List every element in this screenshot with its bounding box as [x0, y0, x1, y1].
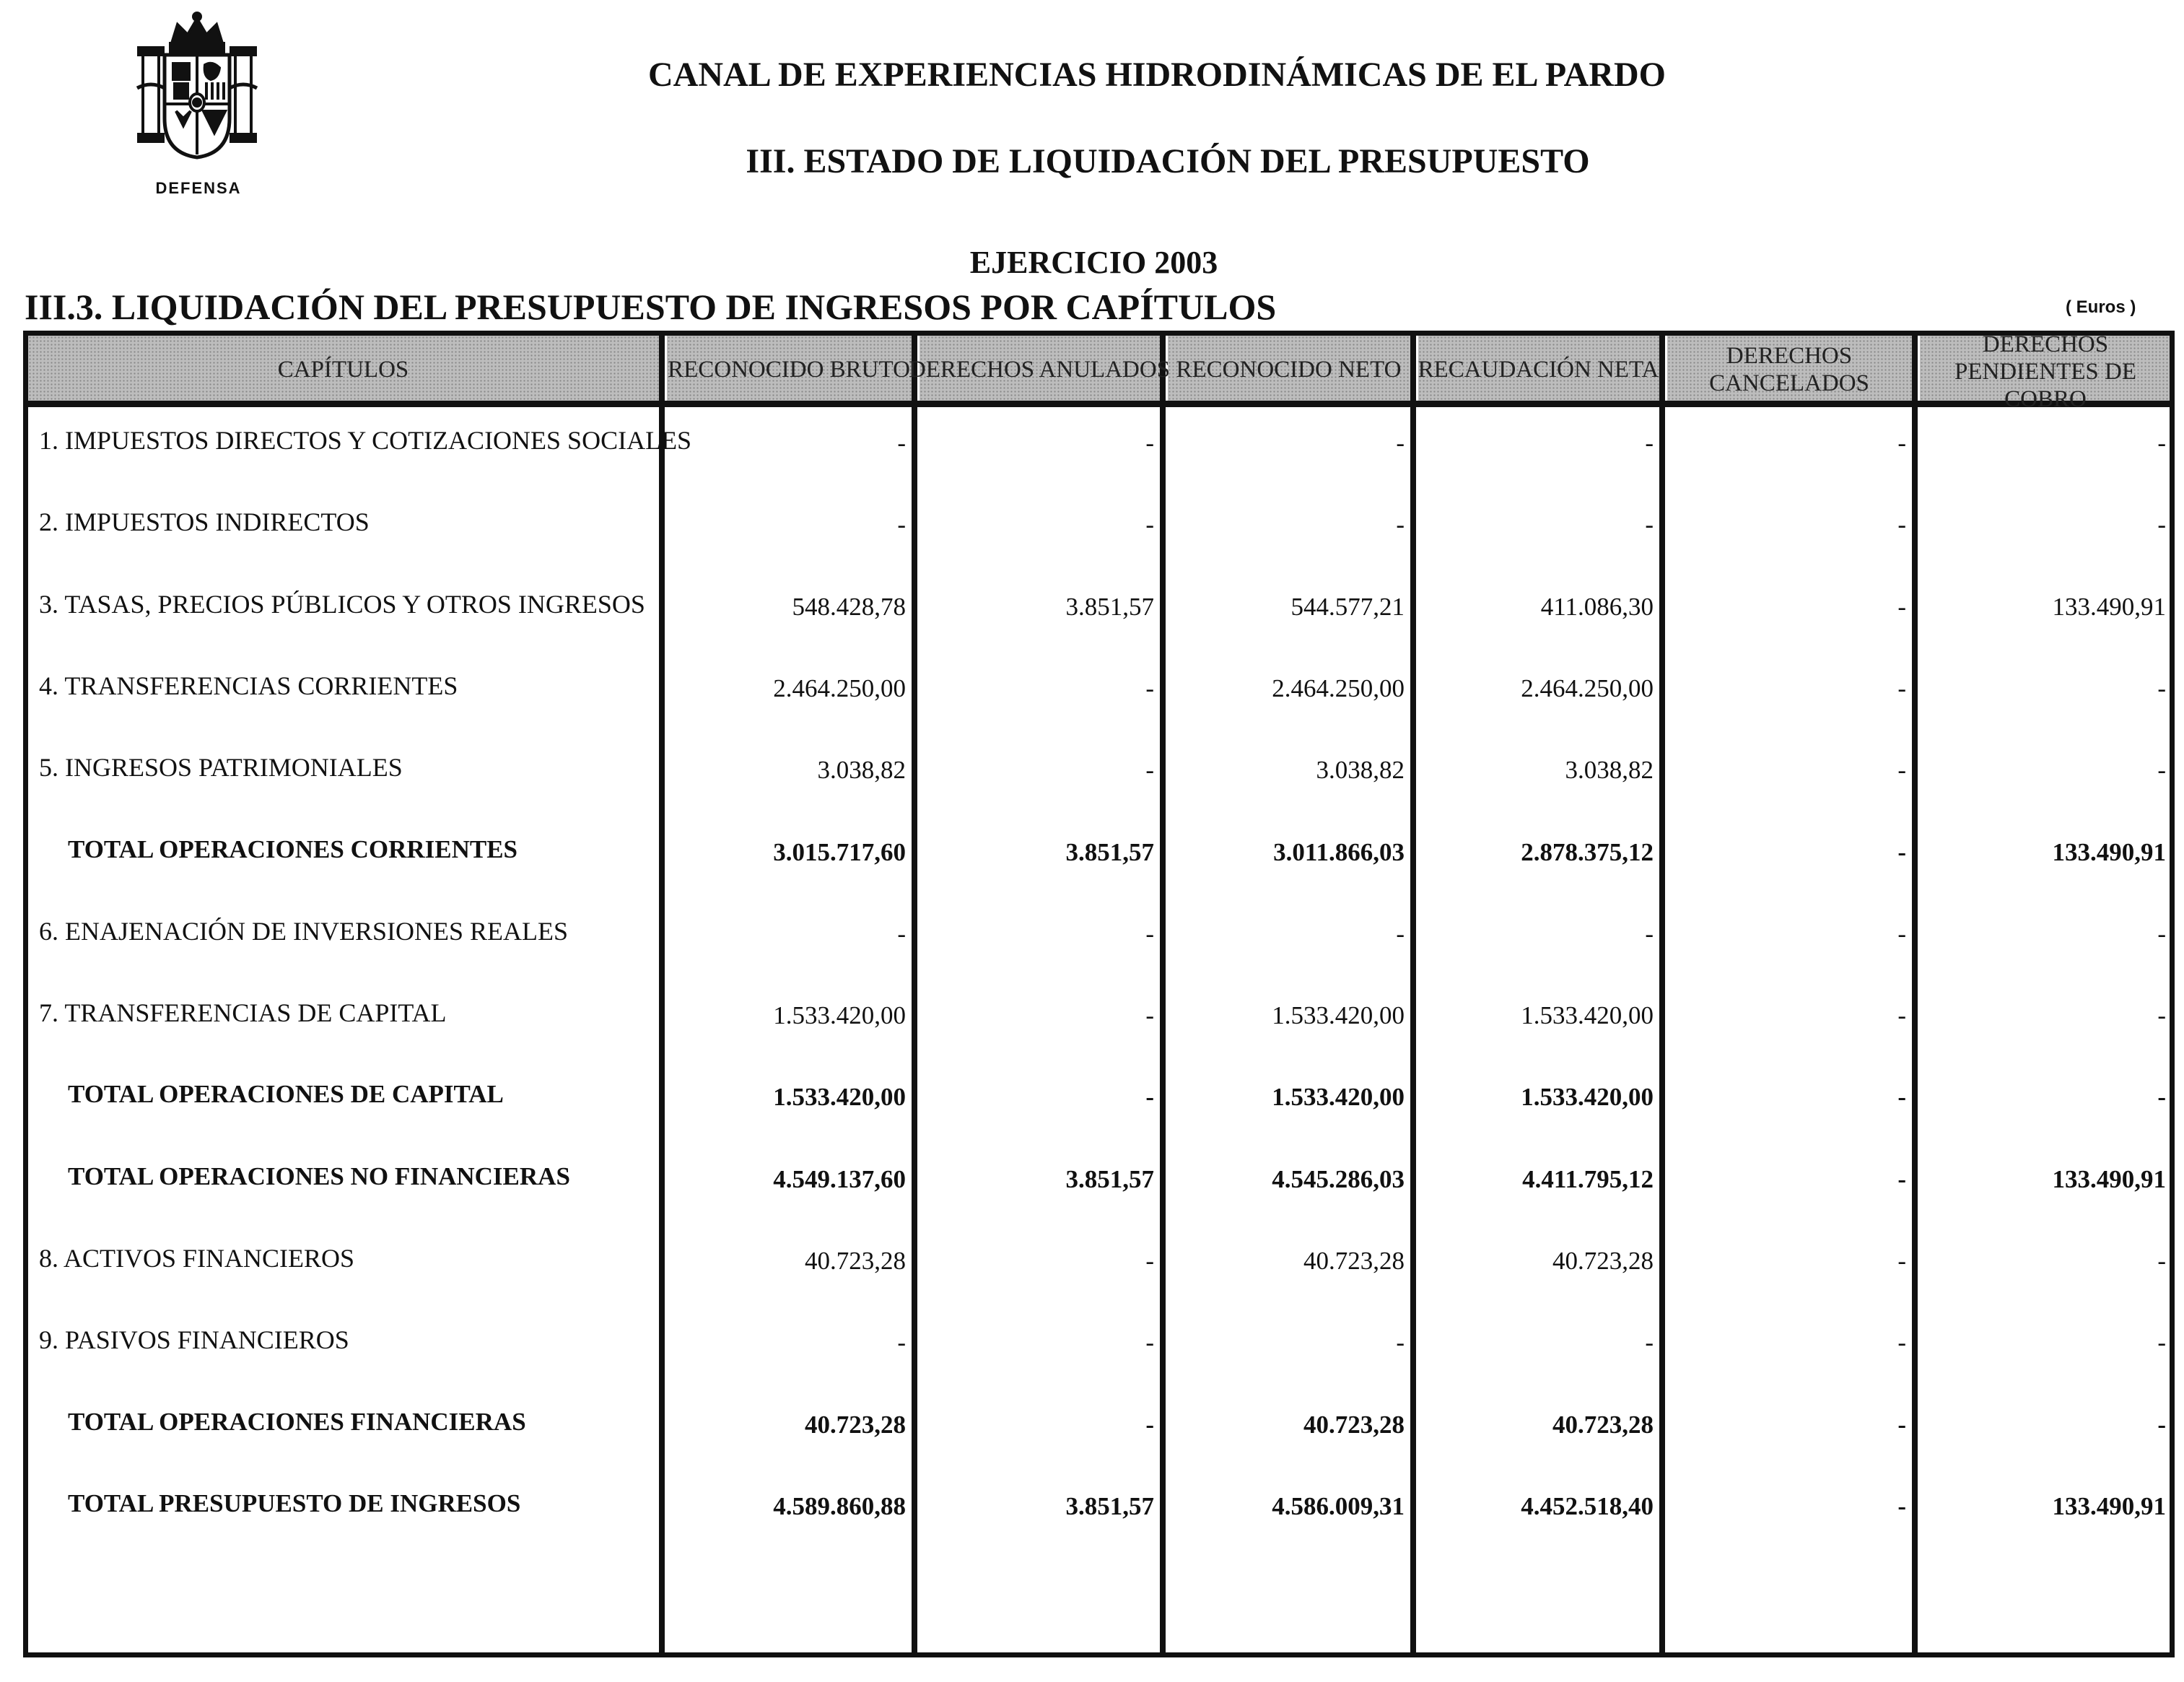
table-cell: -: [1145, 429, 1154, 457]
column-header-line: DERECHOS: [1982, 331, 2109, 357]
row-label: 2. IMPUESTOS INDIRECTOS: [39, 507, 370, 537]
ministry-label: DEFENSA: [155, 179, 242, 197]
column-header-line: DERECHOS ANULADOS: [908, 357, 1171, 383]
table-cell: 1.533.420,00: [1521, 1001, 1654, 1030]
row-label: 9. PASIVOS FINANCIEROS: [39, 1325, 349, 1355]
table-cell: -: [1897, 919, 1906, 948]
total-row-label: TOTAL OPERACIONES DE CAPITAL: [68, 1080, 504, 1109]
table-cell: 133.490,91: [2052, 1491, 2166, 1520]
table-cell: 40.723,28: [1552, 1247, 1654, 1275]
table-cell: 3.851,57: [1065, 592, 1154, 621]
table-cell: 4.452.518,40: [1521, 1491, 1654, 1520]
table-cell: -: [2157, 756, 2166, 785]
table-cell: -: [1897, 592, 1906, 621]
table-cell: 3.851,57: [1065, 1491, 1154, 1520]
table-cell: 40.723,28: [1552, 1410, 1654, 1439]
table-cell: -: [1897, 1001, 1906, 1030]
table-cell: -: [1145, 1247, 1154, 1275]
table-cell: -: [1145, 756, 1154, 785]
table-cell: -: [1897, 1164, 1906, 1193]
table-cell: -: [1645, 1328, 1654, 1357]
table-cell: 2.464.250,00: [1272, 674, 1405, 702]
column-header: [30, 338, 656, 401]
table-cell: 1.533.420,00: [1272, 1083, 1405, 1112]
table-cell: -: [2157, 510, 2166, 539]
table-cell: -: [1145, 1083, 1154, 1112]
table-cell: 2.464.250,00: [773, 674, 906, 702]
table-cell: -: [1645, 429, 1654, 457]
column-header-line: DERECHOS: [1726, 343, 1853, 369]
row-label: 6. ENAJENACIÓN DE INVERSIONES REALES: [39, 916, 568, 946]
table-cell: -: [1645, 919, 1654, 948]
table-cell: 133.490,91: [2052, 1164, 2166, 1193]
table-cell: -: [1897, 1083, 1906, 1112]
table-cell: 1.533.420,00: [1521, 1083, 1654, 1112]
table-cell: -: [2157, 1328, 2166, 1357]
table-cell: -: [1897, 1328, 1906, 1357]
table-cell: 1.533.420,00: [1272, 1001, 1405, 1030]
table-cell: -: [1145, 510, 1154, 539]
column-header-line: RECONOCIDO NETO: [1176, 357, 1402, 383]
table-cell: -: [1396, 429, 1405, 457]
table-cell: -: [897, 919, 906, 948]
column-header-line: PENDIENTES DE: [1954, 359, 2137, 385]
table-cell: 40.723,28: [1303, 1410, 1405, 1439]
table-cell: -: [2157, 1083, 2166, 1112]
column-header-line: RECAUDACIÓN NETA: [1418, 357, 1659, 383]
column-header: [1418, 338, 1659, 401]
table-cell: -: [1897, 1491, 1906, 1520]
table-cell: 40.723,28: [805, 1247, 906, 1275]
row-label: 5. INGRESOS PATRIMONIALES: [39, 753, 403, 783]
total-row-label: TOTAL OPERACIONES NO FINANCIERAS: [68, 1162, 570, 1190]
table-cell: -: [2157, 1410, 2166, 1439]
table-cell: -: [1897, 674, 1906, 702]
section-title: III. ESTADO DE LIQUIDACIÓN DEL PRESUPUESTO: [746, 142, 1590, 180]
table-cell: 133.490,91: [2052, 837, 2166, 866]
table-cell: 548.428,78: [792, 592, 906, 621]
table-cell: 3.851,57: [1065, 837, 1154, 866]
table-cell: 411.086,30: [1540, 592, 1654, 621]
total-row-label: TOTAL OPERACIONES CORRIENTES: [68, 835, 518, 863]
table-cell: 4.589.860,88: [773, 1491, 906, 1520]
column-header: [1669, 338, 1909, 401]
institution-title: CANAL DE EXPERIENCIAS HIDRODINÁMICAS DE EL PARDO: [648, 56, 1666, 94]
table-cell: 3.011.866,03: [1273, 837, 1405, 866]
table-cell: -: [2157, 1001, 2166, 1030]
table-cell: -: [897, 510, 906, 539]
table-cell: -: [1396, 1328, 1405, 1357]
row-label: 8. ACTIVOS FINANCIEROS: [39, 1244, 355, 1273]
table-cell: 40.723,28: [805, 1410, 906, 1439]
table-cell: -: [1897, 429, 1906, 457]
table-cell: -: [1396, 510, 1405, 539]
column-header-line: RECONOCIDO BRUTO: [668, 357, 910, 383]
table-cell: 544.577,21: [1290, 592, 1405, 621]
table-cell: 3.038,82: [817, 756, 906, 785]
column-header: [908, 338, 1171, 401]
row-label: 4. TRANSFERENCIAS CORRIENTES: [39, 671, 458, 700]
table-cell: 4.545.286,03: [1272, 1164, 1405, 1193]
table-cell: -: [897, 429, 906, 457]
table-cell: -: [2157, 429, 2166, 457]
table-cell: 2.878.375,12: [1521, 837, 1654, 866]
row-label: 7. TRANSFERENCIAS DE CAPITAL: [39, 998, 447, 1028]
units-label: ( Euros ): [2066, 297, 2136, 317]
table-cell: -: [2157, 674, 2166, 702]
subsection-title: III.3. LIQUIDACIÓN DEL PRESUPUESTO DE INGRESOS POR CAPÍTULOS: [25, 287, 1277, 327]
table-cell: -: [1396, 919, 1405, 948]
row-label: 1. IMPUESTOS DIRECTOS Y COTIZACIONES SOCIALES: [39, 426, 692, 455]
table-cell: 4.586.009,31: [1272, 1491, 1405, 1520]
table-cell: 40.723,28: [1303, 1247, 1405, 1275]
table-cell: -: [897, 1328, 906, 1357]
table-cell: -: [1897, 1247, 1906, 1275]
header-divider: [23, 401, 2175, 407]
table-cell: 4.411.795,12: [1522, 1164, 1654, 1193]
column-header: [1922, 331, 2169, 412]
table-cell: -: [1145, 674, 1154, 702]
table-cell: 1.533.420,00: [773, 1001, 906, 1030]
table-cell: 3.015.717,60: [773, 837, 906, 866]
table-cell: -: [2157, 919, 2166, 948]
table-cell: -: [1897, 1410, 1906, 1439]
table-cell: -: [1897, 756, 1906, 785]
table-cell: 3.851,57: [1065, 1164, 1154, 1193]
table-cell: -: [1645, 510, 1654, 539]
table-cell: -: [1145, 1410, 1154, 1439]
column-header-line: CANCELADOS: [1709, 370, 1869, 396]
fiscal-year: EJERCICIO 2003: [969, 245, 1218, 280]
total-row-label: TOTAL OPERACIONES FINANCIERAS: [68, 1407, 526, 1436]
table-cell: 4.549.137,60: [773, 1164, 906, 1193]
table-cell: 3.038,82: [1565, 756, 1654, 785]
column-header-line: CAPÍTULOS: [277, 357, 409, 383]
table-cell: -: [1897, 837, 1906, 866]
table-cell: -: [2157, 1247, 2166, 1275]
table-cell: 1.533.420,00: [773, 1083, 906, 1112]
total-row-label: TOTAL PRESUPUESTO DE INGRESOS: [68, 1489, 521, 1517]
table-cell: 2.464.250,00: [1521, 674, 1654, 702]
table-cell: -: [1145, 1001, 1154, 1030]
column-header: [1170, 338, 1407, 401]
column-header: [669, 338, 909, 401]
table-cell: 3.038,82: [1316, 756, 1405, 785]
table-cell: -: [1145, 1328, 1154, 1357]
table-cell: -: [1145, 919, 1154, 948]
row-label: 3. TASAS, PRECIOS PÚBLICOS Y OTROS INGRESOS: [39, 589, 645, 619]
table-cell: 133.490,91: [2052, 592, 2166, 621]
column-header-line: COBRO: [2004, 386, 2087, 412]
table-cell: -: [1897, 510, 1906, 539]
